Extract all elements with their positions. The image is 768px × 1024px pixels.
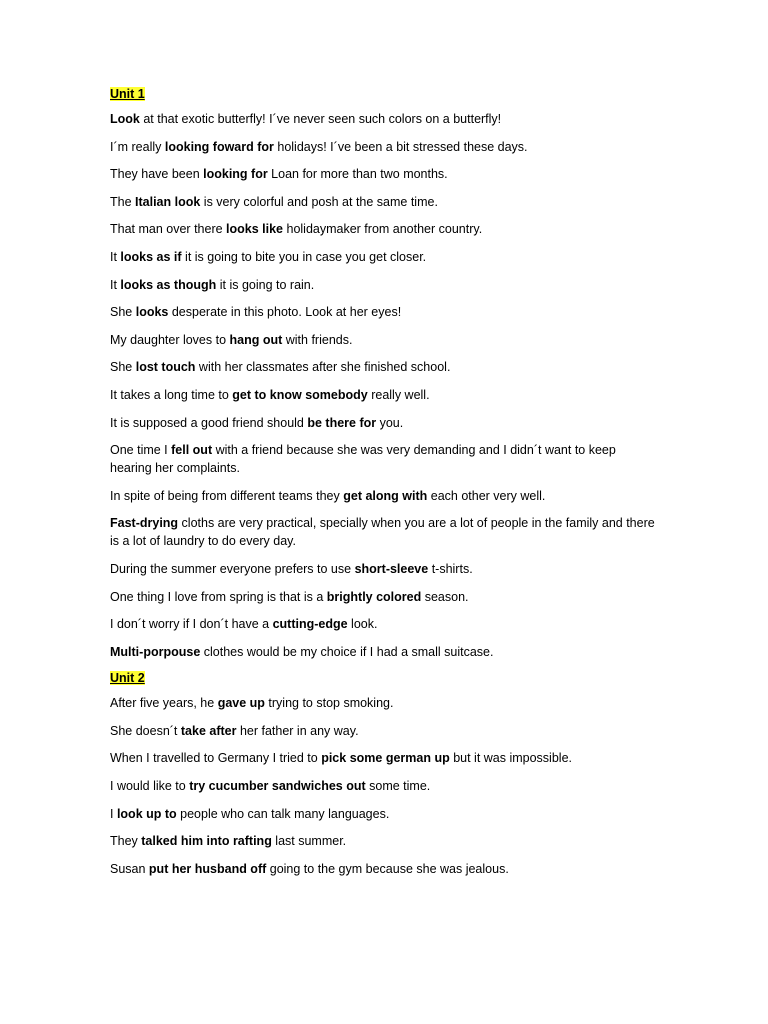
- example-sentence: [110, 694, 655, 712]
- sentence-text: It: [110, 249, 121, 264]
- sentence-text: some time.: [365, 779, 431, 794]
- unit-heading-text: Unit 2: [110, 671, 145, 686]
- example-sentence: [110, 331, 655, 349]
- phrase-highlight: Italian look: [135, 194, 201, 209]
- phrase-highlight: pick some german up: [321, 751, 450, 766]
- sentence-text: you.: [376, 415, 404, 430]
- sentence-text: I´m really: [110, 139, 165, 154]
- sentence-text: holidays! I´ve been a bit stressed these days.: [273, 139, 528, 154]
- sentence-text: each other very well.: [427, 488, 546, 503]
- example-sentence: [110, 193, 655, 211]
- sentence-text: going to the gym because she was jealous.: [266, 861, 509, 876]
- example-sentence: [110, 220, 655, 238]
- unit-heading-text: Unit 1: [110, 87, 145, 101]
- example-sentence: [110, 860, 655, 878]
- sentence-text: at that exotic butterfly! I´ve never seen such colors on a butterfly!: [139, 112, 502, 126]
- sentence-text: people who can talk many languages.: [176, 806, 390, 821]
- example-sentence: [110, 722, 655, 740]
- phrase-highlight: Look: [110, 112, 140, 126]
- sentence-text: but it was impossible.: [449, 751, 572, 766]
- phrase-highlight: try cucumber sandwiches out: [189, 779, 366, 794]
- sentence-text: During the summer everyone prefers to use: [110, 561, 355, 576]
- sentence-text: She: [110, 305, 136, 320]
- phrase-highlight: hang out: [229, 332, 283, 347]
- sentence-text: I would like to: [110, 779, 190, 794]
- sentence-text: They: [110, 834, 142, 849]
- example-sentence: [110, 165, 655, 183]
- phrase-highlight: looks as though: [120, 277, 217, 292]
- sentence-text: look.: [347, 617, 378, 632]
- example-sentence: [110, 248, 655, 266]
- phrase-highlight: gave up: [217, 696, 265, 711]
- sentence-text: That man over there: [110, 222, 227, 237]
- example-sentence: [110, 777, 655, 795]
- example-sentence: [110, 110, 655, 128]
- sentence-text: It is supposed a good friend should: [110, 415, 308, 430]
- sentence-text: is very colorful and posh at the same time.: [200, 194, 438, 209]
- sentence-text: Susan: [110, 861, 149, 876]
- sentence-text: with friends.: [282, 332, 353, 347]
- sentence-text: One thing I love from spring is that is a: [110, 589, 327, 604]
- document-body: [110, 86, 655, 887]
- example-sentence: [110, 560, 655, 578]
- sentence-text: She: [110, 360, 136, 375]
- phrase-highlight: take after: [180, 723, 237, 738]
- sentence-text: They have been: [110, 167, 204, 182]
- sentence-text: season.: [421, 589, 469, 604]
- sentence-text: last summer.: [271, 834, 347, 849]
- phrase-highlight: brightly colored: [326, 589, 422, 604]
- example-sentence: [110, 643, 655, 661]
- sentence-text: My daughter loves to: [110, 332, 230, 347]
- sentence-text: One time I: [110, 443, 172, 458]
- phrase-highlight: Multi-porpouse: [110, 644, 201, 659]
- sentence-text: The: [110, 194, 136, 209]
- example-sentence: [110, 588, 655, 606]
- example-sentence: [110, 615, 655, 633]
- sentence-text: t-shirts.: [428, 561, 473, 576]
- example-sentence: [110, 441, 655, 477]
- sentence-text: it is going to rain.: [216, 277, 315, 292]
- sentence-text: She doesn´t: [110, 723, 181, 738]
- phrase-highlight: looking for: [203, 167, 268, 182]
- sentence-text: trying to stop smoking.: [264, 696, 394, 711]
- sentence-text: When I travelled to Germany I tried to: [110, 751, 322, 766]
- example-sentence: [110, 514, 655, 550]
- phrase-highlight: Fast-drying: [110, 516, 179, 531]
- sentence-text: I don´t worry if I don´t have a: [110, 617, 273, 632]
- phrase-highlight: lost touch: [135, 360, 196, 375]
- sentence-text: In spite of being from different teams they: [110, 488, 344, 503]
- phrase-highlight: looks: [135, 305, 169, 320]
- sentence-text: It: [110, 277, 121, 292]
- sentence-text: desperate in this photo. Look at her eyes!: [168, 305, 402, 320]
- phrase-highlight: fell out: [171, 443, 213, 458]
- phrase-highlight: look up to: [116, 806, 177, 821]
- phrase-highlight: cutting-edge: [272, 617, 348, 632]
- phrase-highlight: get along with: [343, 488, 428, 503]
- sentence-text: with her classmates after she finished school.: [195, 360, 451, 375]
- sentence-text: It takes a long time to: [110, 387, 233, 402]
- example-sentence: [110, 386, 655, 404]
- phrase-highlight: looking foward for: [164, 139, 274, 154]
- sentence-text: her father in any way.: [236, 723, 359, 738]
- unit-heading: [110, 86, 655, 103]
- sentence-text: holidaymaker from another country.: [283, 222, 483, 237]
- phrase-highlight: talked him into rafting: [141, 834, 272, 849]
- example-sentence: [110, 487, 655, 505]
- sentence-text: Loan for more than two months.: [267, 167, 448, 182]
- phrase-highlight: looks like: [226, 222, 284, 237]
- phrase-highlight: short-sleeve: [354, 561, 429, 576]
- phrase-highlight: put her husband off: [148, 861, 267, 876]
- example-sentence: [110, 138, 655, 156]
- sentence-text: I: [110, 806, 117, 821]
- unit-heading: [110, 670, 655, 687]
- sentence-text: clothes would be my choice if I had a small suitcase.: [200, 644, 494, 659]
- phrase-highlight: be there for: [307, 415, 377, 430]
- sentence-text: cloths are very practical, specially when you are a lot of people in the family and there is a lot of laundry to do every day.: [110, 516, 655, 549]
- example-sentence: [110, 414, 655, 432]
- sentence-text: with a friend because she was very demanding and I didn´t want to keep hearing her complaints.: [110, 443, 616, 476]
- example-sentence: [110, 749, 655, 767]
- example-sentence: [110, 276, 655, 294]
- example-sentence: [110, 832, 655, 850]
- example-sentence: [110, 303, 655, 321]
- sentence-text: After five years, he: [110, 696, 218, 711]
- sentence-text: it is going to bite you in case you get closer.: [181, 249, 427, 264]
- phrase-highlight: looks as if: [120, 249, 182, 264]
- example-sentence: [110, 805, 655, 823]
- sentence-text: really well.: [367, 387, 430, 402]
- phrase-highlight: get to know somebody: [232, 387, 368, 402]
- example-sentence: [110, 358, 655, 376]
